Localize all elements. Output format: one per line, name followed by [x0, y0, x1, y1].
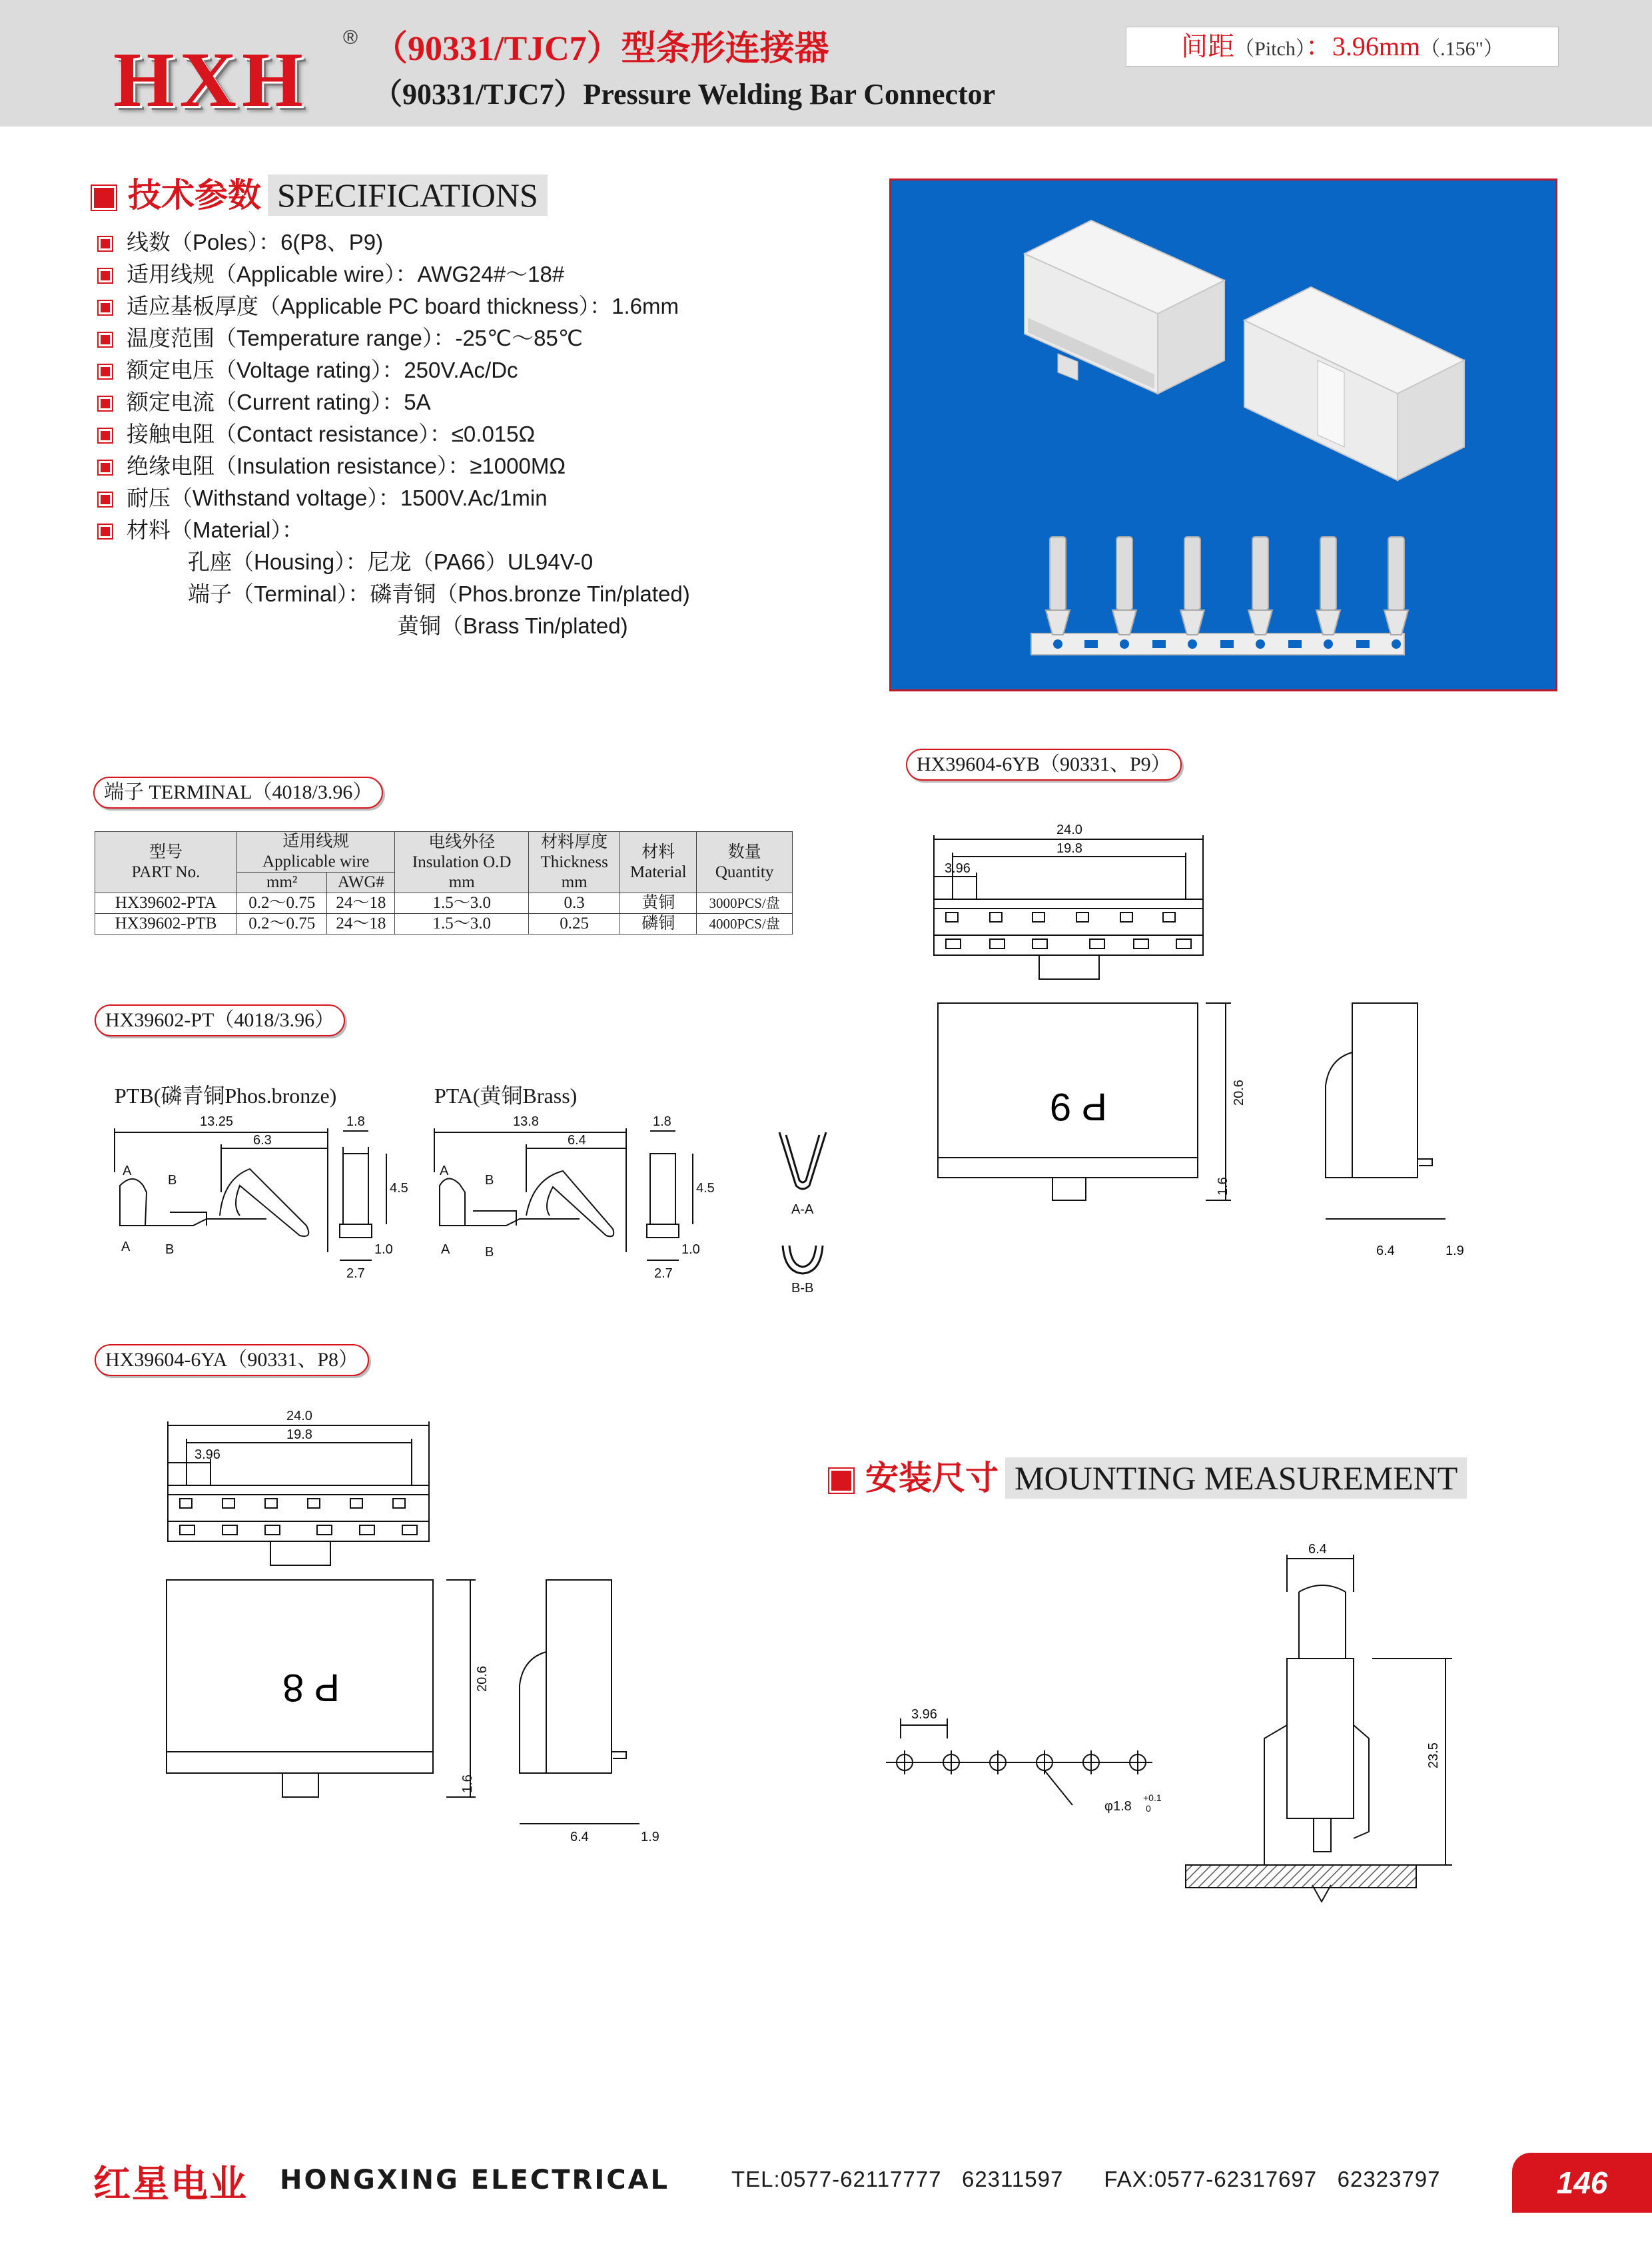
cell-thk: 0.25 — [529, 914, 620, 934]
spec-row — [99, 354, 690, 386]
spec-row — [99, 322, 690, 354]
section-aa-label: A-A — [791, 1202, 814, 1217]
heading-square-icon — [92, 186, 116, 210]
mounting-hole-pattern — [873, 1539, 1162, 1845]
th-wire-en: Applicable wire — [262, 853, 370, 871]
spec-label: 接触电阻（Contact resistance） — [127, 422, 430, 446]
pitch-value: 3.96mm — [1332, 31, 1421, 61]
pta-letter-a2: A — [441, 1242, 450, 1257]
specifications-heading — [92, 175, 548, 216]
th-wire — [237, 832, 395, 873]
ya-dim-pitch: 3.96 — [195, 1447, 220, 1462]
ya-dim-depth: 6.4 — [570, 1830, 589, 1844]
th-thk-cn: 材料厚度 — [541, 833, 608, 851]
terminal-value-2: 黄铜（Brass Tin/plated) — [397, 613, 628, 638]
product-photo — [889, 179, 1557, 691]
th-thk — [529, 832, 620, 893]
pta-drawing — [426, 1106, 733, 1306]
terminal-label: 端子 TERMINAL（4018/3.96） — [93, 777, 383, 809]
yb-dim-lip: 1.9 — [1446, 1244, 1464, 1258]
th-part-en: PART No. — [131, 863, 201, 881]
spec-row — [99, 482, 690, 514]
spec-label: 适用线规（Applicable wire） — [127, 262, 396, 286]
pitch-label-en: （Pitch） — [1234, 38, 1306, 60]
spec-row — [99, 514, 690, 546]
table-row — [95, 893, 793, 914]
cell-mm2: 0.2～0.75 — [237, 893, 327, 914]
yb-dim-height: 20.6 — [1232, 1080, 1246, 1106]
yb-dim-foot: 1.6 — [1216, 1177, 1230, 1196]
mount-tol-plus: +0.1 — [1143, 1792, 1162, 1803]
ptb-dim-mid: 6.3 — [253, 1133, 272, 1148]
product-photo-illustration — [891, 181, 1555, 689]
pta-dim-h: 4.5 — [696, 1181, 715, 1196]
th-wire-mm: mm² — [237, 873, 327, 893]
heading-square-icon — [829, 1469, 853, 1493]
spec-row — [99, 258, 690, 290]
spec-label: 适应基板厚度（Applicable PC board thickness） — [127, 294, 590, 318]
material-terminal-2 — [99, 610, 690, 642]
mounting-heading-cn: 安装尺寸 — [865, 1459, 999, 1497]
footer-brand-en: HONGXING ELECTRICAL — [280, 2165, 670, 2195]
mounting-heading-en: MOUNTING MEASUREMENT — [1005, 1457, 1467, 1499]
pitch-label-cn: 间距 — [1181, 31, 1235, 61]
ptb-dim-total: 13.25 — [200, 1114, 234, 1129]
spec-value: ：1500V.Ac/1min — [378, 486, 548, 510]
terminal-label: 端子（Terminal） — [188, 581, 348, 606]
ptb-caption: PTB(磷青铜Phos.bronze) — [115, 1084, 337, 1108]
yb-dim-total: 24.0 — [1056, 823, 1082, 837]
hxh-logo: HXH — [113, 36, 308, 123]
bullet-icon — [99, 365, 112, 378]
bullet-icon — [99, 493, 112, 506]
th-od-en: Insulation O.D — [412, 853, 512, 871]
th-part-cn: 型号 — [149, 843, 183, 861]
cell-qty: 4000PCS/盘 — [697, 914, 793, 934]
page-title-cn: （90331/TJC7）型条形连接器 — [373, 30, 829, 68]
cell-awg: 24～18 — [327, 893, 395, 914]
mount-dim-pitch: 3.96 — [911, 1707, 937, 1722]
th-od-unit: mm — [448, 873, 475, 891]
spec-label: 绝缘电阻（Insulation resistance） — [127, 454, 448, 478]
pta-dim-total: 13.8 — [513, 1114, 539, 1129]
spec-value: ：250V.Ac/Dc — [382, 358, 518, 382]
ya-dim-height: 20.6 — [475, 1666, 490, 1692]
cell-mat: 黄铜 — [620, 893, 697, 914]
pta-dim-b: 1.0 — [681, 1242, 700, 1257]
section-bb-label: B-B — [791, 1281, 814, 1296]
page-number: 146 — [1512, 2153, 1652, 2213]
spec-row — [99, 450, 690, 482]
th-od — [395, 832, 529, 893]
spec-label: 温度范围（Temperature range） — [127, 326, 434, 350]
spec-value: ：AWG24#～18# — [395, 262, 565, 286]
cell-qty: 3000PCS/盘 — [697, 893, 793, 914]
ya-dim-total: 24.0 — [286, 1409, 312, 1423]
th-qty-cn: 数量 — [727, 843, 761, 861]
mount-dim-height: 23.5 — [1426, 1742, 1441, 1768]
ya-dim-lip: 1.9 — [641, 1830, 659, 1844]
pta-dim-mid: 6.4 — [568, 1133, 586, 1148]
pitch-box — [1126, 27, 1559, 67]
ya-marking: P 8 — [282, 1666, 340, 1709]
th-wire-awg: AWG# — [327, 873, 395, 893]
table-row — [95, 914, 793, 934]
spec-value: ：-25℃～85℃ — [433, 326, 583, 350]
terminal-strip-image — [1031, 537, 1408, 655]
bullet-icon — [99, 461, 112, 474]
ptb-dim-w: 1.8 — [346, 1114, 365, 1129]
th-part — [95, 832, 237, 893]
footer-contact: TEL:0577-62117777 62311597 FAX:0577-62317697 62323797 — [731, 2167, 1441, 2191]
cell-od: 1.5～3.0 — [395, 893, 529, 914]
terminal-table — [95, 831, 793, 934]
cell-od: 1.5～3.0 — [395, 914, 529, 934]
spec-row — [99, 418, 690, 450]
registered-mark: ® — [343, 27, 358, 49]
bullet-icon — [99, 429, 112, 442]
specifications-list — [99, 226, 690, 642]
spec-value: ： — [281, 518, 304, 542]
cell-thk: 0.3 — [529, 893, 620, 914]
ya-dim-span: 19.8 — [286, 1427, 312, 1442]
bullet-icon — [99, 333, 112, 346]
spec-value: ：6(P8、P9) — [258, 230, 384, 254]
yb-marking: P 9 — [1049, 1085, 1107, 1128]
connector-p9-image — [1244, 287, 1464, 480]
th-qty-en: Quantity — [715, 863, 774, 881]
ptb-dim-base: 2.7 — [346, 1266, 365, 1281]
material-housing — [99, 546, 690, 578]
pt-label: HX39602-PT（4018/3.96） — [95, 1004, 345, 1036]
yb-dim-depth: 6.4 — [1376, 1244, 1395, 1258]
spec-label: 线数（Poles） — [127, 230, 259, 254]
spec-value: ：≤0.015Ω — [429, 422, 536, 446]
pta-letter-b: B — [485, 1173, 494, 1188]
pitch-inch: （.156"） — [1420, 38, 1503, 60]
connector-p8-image — [1025, 220, 1224, 394]
yb-dim-span: 19.8 — [1056, 841, 1082, 856]
spec-label: 额定电压（Voltage rating） — [127, 358, 382, 382]
spec-value: ：5A — [382, 390, 431, 414]
th-mat-cn: 材料 — [641, 843, 675, 861]
bullet-icon — [99, 269, 112, 282]
material-terminal — [99, 578, 690, 610]
housing-label: 孔座（Housing） — [188, 550, 346, 574]
yb-label: HX39604-6YB（90331、P9） — [906, 749, 1182, 781]
spec-label: 耐压（Withstand voltage） — [127, 486, 378, 510]
spec-label: 额定电流（Current rating） — [127, 390, 382, 414]
cell-part: HX39602-PTA — [95, 893, 237, 914]
cell-part: HX39602-PTB — [95, 914, 237, 934]
cell-awg: 24～18 — [327, 914, 395, 934]
bullet-icon — [99, 301, 112, 314]
spec-value: ：≥1000MΩ — [448, 454, 566, 478]
ptb-dim-b: 1.0 — [374, 1242, 393, 1257]
th-od-cn: 电线外径 — [428, 833, 496, 851]
footer-brand-cn: 红星电业 — [93, 2163, 248, 2206]
yb-drawing — [926, 819, 1472, 1272]
spec-value: ：1.6mm — [590, 294, 679, 318]
ptb-letter-a2: A — [121, 1240, 131, 1254]
mount-dim-width: 6.4 — [1308, 1542, 1327, 1557]
heading-cn: 技术参数 — [128, 177, 261, 214]
page-title-en: （90331/TJC7）Pressure Welding Bar Connector — [373, 78, 996, 111]
th-thk-en: Thickness — [540, 853, 608, 871]
th-thk-unit: mm — [561, 873, 588, 891]
ptb-letter-a: A — [123, 1164, 132, 1178]
th-mat-en: Material — [629, 863, 687, 881]
mounting-heading — [829, 1457, 1467, 1499]
bullet-icon — [99, 525, 112, 538]
ptb-letter-b: B — [168, 1173, 177, 1188]
pta-caption: PTA(黄铜Brass) — [434, 1084, 578, 1108]
bullet-icon — [99, 397, 112, 410]
cell-mm2: 0.2～0.75 — [237, 914, 327, 934]
mount-dim-hole: φ1.8 — [1104, 1799, 1132, 1814]
pitch-colon: ： — [1305, 31, 1332, 61]
yb-dim-pitch: 3.96 — [945, 861, 971, 876]
spec-label: 材料（Material） — [127, 518, 282, 542]
section-views — [766, 1119, 846, 1299]
ptb-letter-b2: B — [165, 1242, 175, 1257]
th-mat — [620, 832, 697, 893]
ptb-drawing — [107, 1106, 413, 1306]
spec-row — [99, 386, 690, 418]
ptb-dim-h: 4.5 — [390, 1181, 408, 1196]
bullet-icon — [99, 237, 112, 250]
mount-tol-minus: 0 — [1146, 1803, 1151, 1814]
terminal-value: ：磷青铜（Phos.bronze Tin/plated) — [348, 581, 690, 606]
th-qty — [697, 832, 793, 893]
pta-letter-a: A — [440, 1164, 449, 1178]
heading-en: SPECIFICATIONS — [268, 175, 548, 216]
housing-value: ：尼龙（PA66）UL94V-0 — [345, 550, 594, 574]
ya-drawing — [160, 1405, 706, 1872]
pta-dim-w: 1.8 — [653, 1114, 671, 1129]
spec-row — [99, 226, 690, 258]
ya-dim-foot: 1.6 — [460, 1774, 475, 1793]
cell-mat: 磷铜 — [620, 914, 697, 934]
ya-label: HX39604-6YA（90331、P8） — [95, 1344, 369, 1376]
spec-row — [99, 290, 690, 322]
mounting-side-view — [1179, 1539, 1446, 1912]
th-wire-cn: 适用线规 — [282, 833, 350, 851]
pta-dim-base: 2.7 — [654, 1266, 673, 1281]
pta-letter-b2: B — [485, 1245, 494, 1260]
